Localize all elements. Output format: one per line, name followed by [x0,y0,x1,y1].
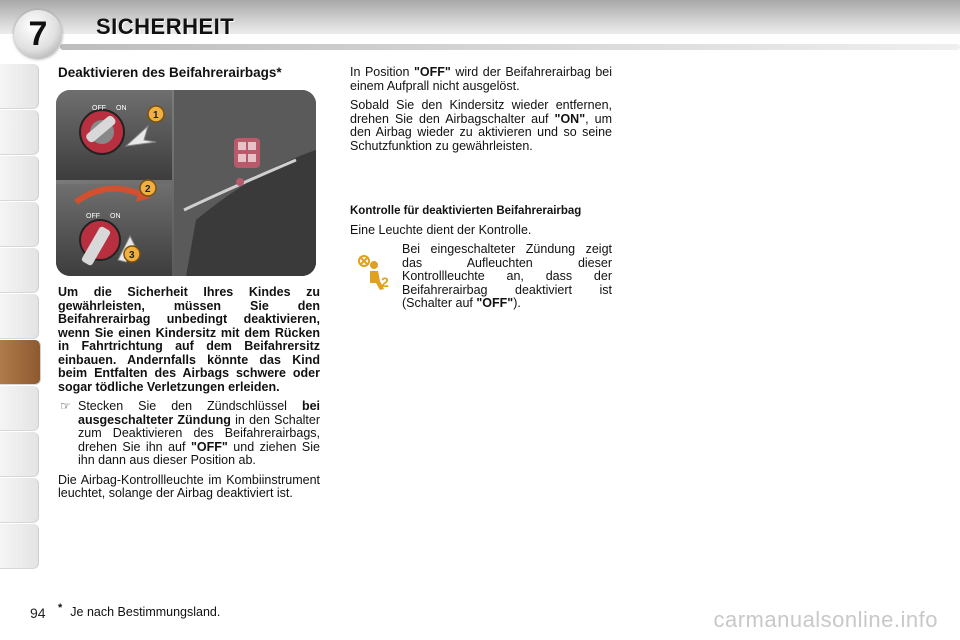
bullet-text: und ziehen Sie ihn dann aus dieser Position ab. [78,439,320,467]
chapter-tabs [0,64,40,584]
header-underline [60,44,960,50]
callout-3: 3 [129,250,135,261]
footnote-text: Je nach Bestimmungsland. [70,605,221,620]
chapter-tab[interactable] [0,64,39,109]
page-number: 94 [30,605,46,621]
control-intro: Eine Leuchte dient der Kontrolle. [350,222,532,237]
bullet-bold-ignition: bei ausgeschalteter Zündung [78,399,320,427]
off-position-paragraph [350,66,612,93]
chapter-title: SICHERHEIT [96,14,235,39]
bullet-text: in den Schalter zum Deaktivieren des Beifahrerairbags, drehen Sie ihn auf [78,412,321,454]
switch-off-label-1: OFF [92,105,106,112]
chapter-tab[interactable] [0,202,39,247]
child-seat-warning: Um die Sicherheit Ihres Kindes zu gewährleisten, müssen Sie den Beifahrerairbag unbedingt deaktivieren, wenn Sie einen Kindersitz mit dem Rücken in Fahrtrichtung auf dem Beifahrersitz einbauen. Andernfalls könnte das Kind beim Entfalten des Airbags schwere oder sogar tödliche Verletzungen erleiden. [58,285,320,394]
airbag-lamp-paragraph: Die Airbag-Kontrollleuchte im Kombiinstrument leuchtet, solange der Airbag deaktiviert ist. [58,472,320,500]
bullet-text: Stecken Sie den Zündschlüssel [78,399,302,413]
switch-on-label-2: ON [110,213,121,220]
callout-1: 1 [153,110,159,121]
footnote [58,602,220,619]
left-column [58,66,320,507]
indicator-text: ). [513,296,521,310]
paragraph-text: Sobald Sie den Kindersitz wieder entfernen, drehen Sie den Airbagschalter auf [350,98,612,126]
reactivate-paragraph [350,99,612,153]
on-label: "ON" [554,111,586,126]
switch-on-label-1: ON [116,105,127,112]
chapter-tab[interactable] [0,156,39,201]
page-header [0,0,960,58]
chapter-tab[interactable] [0,478,39,523]
airbag-off-warning-icon [354,253,394,293]
paragraph-text: , um den Airbag wieder zu aktivieren und so seine Schutzfunktion zu gewährleisten. [350,111,612,153]
airbag-switch-illustration [56,90,316,276]
off-label: "OFF" [413,65,451,79]
chapter-tab[interactable] [0,294,39,339]
chapter-number-badge: 7 [14,10,62,58]
chapter-tab[interactable] [0,248,39,293]
chapter-tab[interactable] [0,386,39,431]
paragraph-text: wird der Beifahrerairbag bei einem Aufprall nicht ausgelöst. [350,65,612,93]
chapter-tab-active[interactable] [0,340,41,385]
chapter-tab[interactable] [0,432,39,477]
chapter-tab[interactable] [0,110,39,155]
airbag-switch-photo [56,90,316,276]
switch-off-label-2: OFF [86,213,100,220]
svg-text:2: 2 [381,274,389,290]
indicator-row [350,243,612,311]
control-subtitle: Kontrolle für deaktivierten Beifahrerairbag [350,205,582,217]
footnote-marker: * [58,602,63,614]
instruction-bullet [58,400,320,468]
callout-2: 2 [145,184,151,195]
bullet-bold-off: "OFF" [190,439,228,454]
watermark: carmanualsonline.info [713,607,938,632]
pointing-hand-icon: ☞ [60,399,71,413]
indicator-text: Bei eingeschalteter Zündung zeigt das Aufleuchten dieser Kontrollleuchte an, dass der Beifahrerairbag deaktiviert ist (Schalter auf [402,242,612,310]
section-title: Deaktivieren des Beifahrerairbags* [58,65,282,80]
indicator-description [402,243,612,311]
chapter-tab[interactable] [0,524,39,569]
spacer [350,159,612,205]
right-column [350,66,612,311]
off-label: "OFF" [476,296,514,310]
paragraph-text: In Position [350,65,414,79]
